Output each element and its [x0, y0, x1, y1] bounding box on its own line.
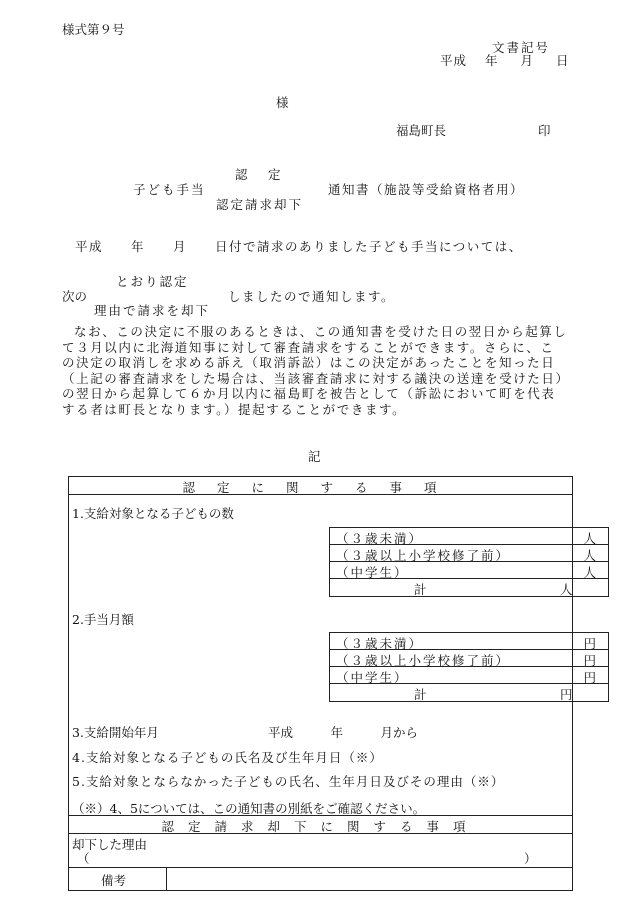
title-child-allowance: 子ども手当: [133, 182, 206, 197]
table-row: [330, 528, 608, 545]
issuer-name: 福島町長: [396, 123, 447, 138]
row-label: （３歳以上小学校修了前）: [336, 653, 511, 668]
item3-value: 平成 年 月から: [268, 725, 419, 740]
rejection-reason-label: 却下した理由: [72, 837, 148, 852]
appeal-paragraph: [62, 324, 568, 418]
form-number: 様式第９号: [62, 22, 125, 37]
children-count-table: [329, 527, 609, 597]
table-row: [330, 650, 608, 667]
item4-label: 4.支給対象となる子どもの氏名及び生年月日（※）: [72, 750, 383, 765]
date-line: [440, 51, 570, 69]
title-notice: 通知書（施設等受給資格者用）: [328, 182, 525, 197]
document-number-label: 文書記号: [492, 40, 551, 55]
table-row: [330, 633, 608, 650]
row-unit: 人: [583, 548, 596, 563]
row-unit: 人: [583, 565, 596, 580]
appeal-text: なお、この決定に不服のあるときは、この通知書を受けた日の翌日から起算して３月以内に北海道知事に対して審査請求をすることができます。さらに、この決定の取消しを求める訴え（取消訴訟）はこの決定があったことを知った日（上記の審査請求をした場合は、当該審査請求に対する議決の送達を受けた日）の翌日から起算して６か月以内に福島町を被告として（訴訟において町を代表する者は町長となります。）提起することができます。: [62, 324, 568, 417]
body-rejection-option: 理由で請求を却下: [94, 303, 211, 318]
item2-label: 2.手当月額: [72, 612, 134, 627]
monthly-amount-table: [329, 632, 609, 702]
seal-mark: 印: [538, 123, 551, 138]
title-rejection: 認定請求却下: [216, 197, 304, 212]
ki-mark: 記: [308, 449, 321, 464]
addressee-suffix: 様: [276, 95, 289, 110]
total-label: 計: [414, 582, 427, 597]
body-prefix: 次の: [62, 289, 88, 304]
table-row: [330, 667, 608, 684]
approval-frame: [68, 476, 596, 891]
row-label: （３歳未満）: [336, 636, 424, 651]
row-label: （中学生）: [336, 565, 409, 580]
paren-close: ）: [524, 851, 537, 866]
table-row: [330, 562, 608, 579]
date-month: 月: [520, 53, 535, 68]
date-year: 年: [485, 53, 499, 68]
item5-label: 5.支給対象とならなかった子どもの氏名、生年月日及びその理由（※）: [72, 774, 505, 789]
row-label: （中学生）: [336, 670, 409, 685]
approval-section-header: 認定に関する事項: [182, 480, 459, 495]
paren-open: （: [77, 851, 90, 866]
date-day: 日: [556, 53, 570, 68]
remarks-label: 備考: [101, 873, 127, 888]
row-unit: 人: [583, 531, 596, 546]
row-unit: 円: [583, 653, 596, 668]
table-row: [330, 545, 608, 562]
row-unit: 円: [583, 670, 596, 685]
item3-label: 3.支給開始年月: [72, 725, 159, 740]
table-row-total: [330, 684, 608, 701]
total-unit: 円: [560, 687, 573, 702]
row-label: （３歳以上小学校修了前）: [336, 548, 511, 563]
date-era: 平成: [440, 53, 468, 68]
title-approval: 認 定: [235, 167, 285, 182]
row-unit: 円: [583, 636, 596, 651]
table-row-total: [330, 579, 608, 596]
note-text: （※）4、5については、この通知書の別紙をご確認ください。: [72, 801, 426, 816]
total-unit: 人: [560, 582, 573, 597]
rejection-section-header: 認定請求却下に関する事項: [161, 819, 480, 834]
body-line-1: 平成 年 月 日付で請求のありました子ども手当については、: [75, 239, 523, 254]
total-label: 計: [414, 687, 427, 702]
body-approval-option: とおり認定: [116, 274, 189, 289]
body-suffix: しましたので通知します。: [228, 289, 396, 304]
row-label: （３歳未満）: [336, 531, 424, 546]
item1-label: 1.支給対象となる子どもの数: [72, 506, 234, 521]
